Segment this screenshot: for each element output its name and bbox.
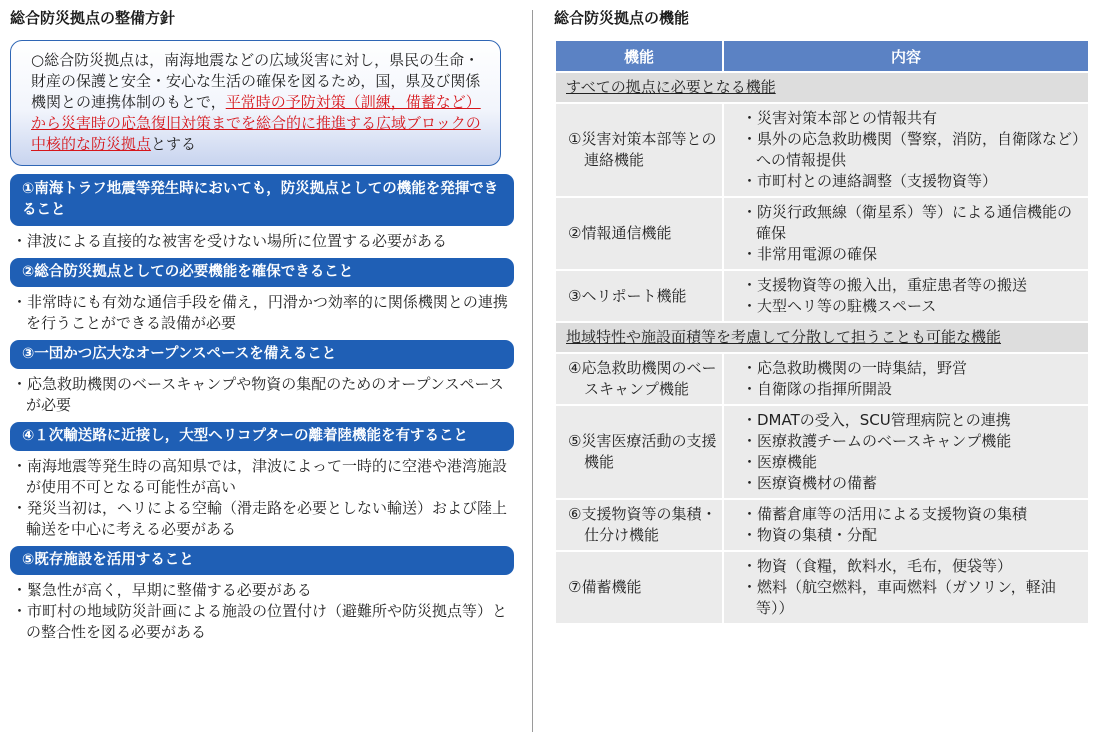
policy-5-title: ⑤既存施設を活用すること (10, 546, 514, 575)
content-cell (723, 353, 1089, 405)
policy-3-bullet: ・応急救助機関のベースキャンプや物資の集配のためのオープンスペースが必要 (12, 375, 504, 414)
section-row (555, 72, 1089, 103)
table-header-row (555, 40, 1089, 72)
policy-1-bullet: ・津波による直接的な被害を受けない場所に位置する必要がある (12, 232, 448, 250)
policy-1-bullets (10, 226, 516, 258)
policy-2-title: ②総合防災拠点としての必要機能を確保できること (10, 258, 514, 287)
content-item: ・医療機能 (742, 453, 818, 471)
table-row (555, 197, 1089, 270)
function-cell: ②情報通信機能 (568, 224, 672, 242)
content-item: ・市町村との連絡調整（支援物資等） (742, 172, 998, 190)
function-cell: ⑦備蓄機能 (568, 578, 642, 596)
policy-3-bullets (10, 369, 516, 422)
right-column (554, 8, 1090, 625)
column-header-function: 機能 (555, 40, 723, 72)
table-row (555, 551, 1089, 624)
content-item: ・県外の応急救助機関（警察，消防，自衛隊など）への情報提供 (742, 130, 1080, 169)
policy-1-title: ①南海トラフ地震等発生時においても，防災拠点としての機能を発揮できること (10, 174, 514, 226)
content-cell (723, 551, 1089, 624)
table-row (555, 103, 1089, 197)
content-item: ・DMATの受入，SCU管理病院との連携 (742, 411, 1011, 429)
content-cell (723, 499, 1089, 551)
content-item: ・自衛隊の指揮所開設 (742, 380, 893, 398)
function-cell: ①災害対策本部等との連絡機能 (568, 130, 717, 169)
policy-2-bullet: ・非常時にも有効な通信手段を備え，円滑かつ効率的に関係機関との連携を行うことができる設備が必要 (12, 293, 508, 332)
content-cell (723, 405, 1089, 499)
table-row (555, 405, 1089, 499)
function-heading: 総合防災拠点の機能 (554, 9, 690, 27)
policy-4-bullet: ・南海地震等発生時の高知県では，津波によって一時的に空港や港湾施設が使用不可となる可能性が高い (12, 457, 508, 496)
table-row (555, 499, 1089, 551)
table-row (555, 270, 1089, 322)
content-cell (723, 270, 1089, 322)
policy-3-title: ③一団かつ広大なオープンスペースを備えること (10, 340, 514, 369)
content-item: ・物資（食糧，飲料水，毛布，便袋等） (742, 557, 1013, 575)
policy-5-bullet: ・市町村の地域防災計画による施設の位置付け（避難所や防災拠点等）との整合性を図る必要がある (12, 602, 508, 641)
function-cell: ④応急救助機関のベースキャンプ機能 (568, 359, 717, 398)
content-item: ・非常用電源の確保 (742, 245, 878, 263)
section-label: すべての拠点に必要となる機能 (566, 78, 776, 96)
policy-4-bullets (10, 451, 516, 546)
intro-text: ○総合防災拠点は，南海地震などの広域災害に対し，県民の生命・財産の保護と安全・安心な生活の確保を図るため，国，県及び関係機関との連携体制のもとで， (31, 51, 481, 111)
content-item: ・防災行政無線（衛星系）等）による通信機能の確保 (742, 203, 1073, 242)
intro-highlight: 平常時の予防対策（訓練，備蓄など）から災害時の応急復旧対策までを総合的に推進する広域ブロックの中核的な防災拠点 (31, 93, 481, 153)
column-divider (532, 10, 533, 732)
content-item: ・大型ヘリ等の駐機スペース (742, 297, 937, 315)
content-item: ・燃料（航空燃料，車両燃料（ガソリン，軽油等）） (742, 578, 1056, 617)
content-item: ・物資の集積・分配 (742, 526, 878, 544)
content-item: ・医療救護チームのベースキャンプ機能 (742, 432, 1012, 450)
content-item: ・応急救助機関の一時集結，野営 (742, 359, 968, 377)
policy-5-bullets (10, 575, 516, 649)
function-cell: ⑤災害医療活動の支援機能 (568, 432, 717, 471)
column-header-content: 内容 (723, 40, 1089, 72)
policy-4-title: ④１次輸送路に近接し，大型ヘリコプターの離着陸機能を有すること (10, 422, 514, 451)
intro-text-end: とする (151, 135, 197, 153)
content-cell (723, 103, 1089, 197)
function-cell: ⑥支援物資等の集積・仕分け機能 (568, 505, 717, 544)
table-row (555, 353, 1089, 405)
policy-heading: 総合防災拠点の整備方針 (10, 9, 176, 27)
content-item: ・災害対策本部との情報共有 (742, 109, 938, 127)
policy-2-bullets (10, 287, 516, 340)
section-label: 地域特性や施設面積等を考慮して分散して担うことも可能な機能 (566, 328, 1002, 346)
content-item: ・医療資機材の備蓄 (742, 474, 878, 492)
intro-box (10, 40, 501, 166)
policy-5-bullet: ・緊急性が高く，早期に整備する必要がある (12, 581, 312, 599)
policy-4-bullet: ・発災当初は，ヘリによる空輸（滑走路を必要としない輸送）および陸上輸送を中心に考える必要がある (12, 499, 508, 538)
function-table (554, 39, 1090, 625)
function-cell: ③ヘリポート機能 (568, 286, 687, 305)
left-column (10, 8, 516, 649)
section-row (555, 322, 1089, 353)
content-cell (723, 197, 1089, 270)
content-item: ・支援物資等の搬入出，重症患者等の搬送 (742, 276, 1028, 294)
content-item: ・備蓄倉庫等の活用による支援物資の集積 (742, 505, 1028, 523)
